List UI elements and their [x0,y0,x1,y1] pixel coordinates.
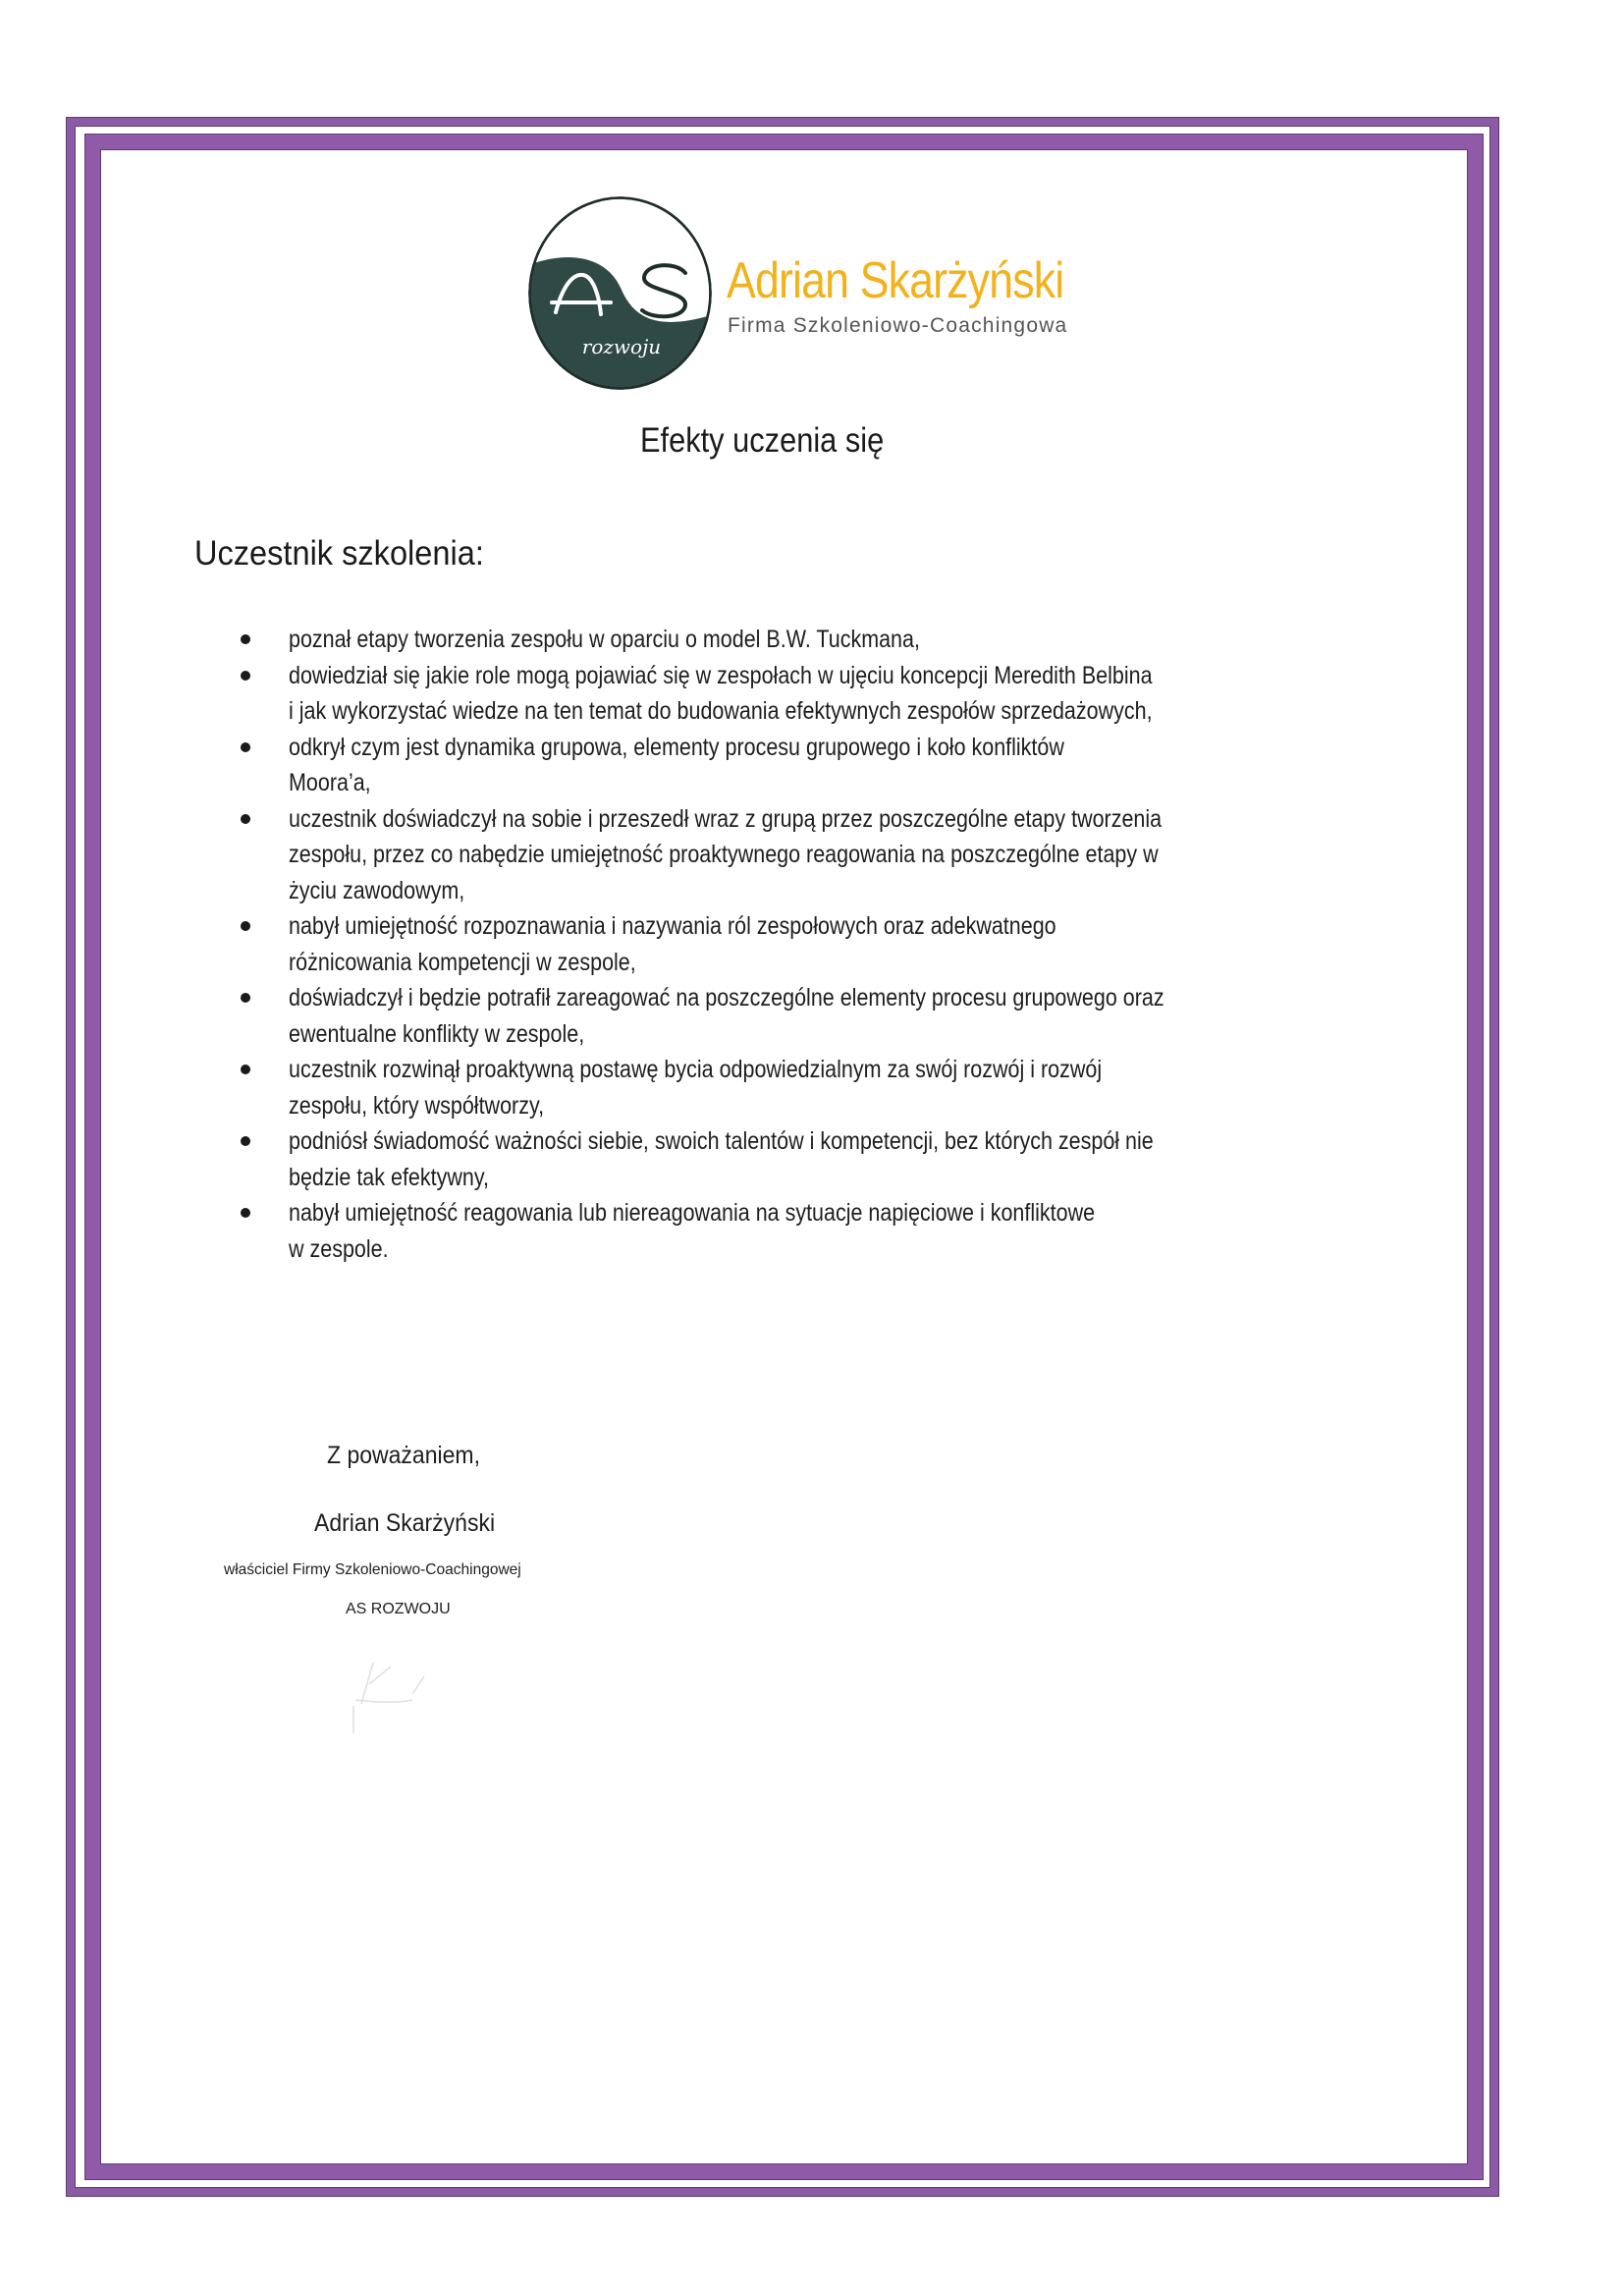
bullet-icon [241,921,250,931]
handwritten-signature [344,1655,452,1743]
bullet-icon [241,993,250,1003]
bullet-icon [241,1208,250,1218]
outcome-text-line: poznał etapy tworzenia zespołu w oparciu o model B.W. Tuckmana, [289,626,920,653]
learning-outcomes-list [245,622,1307,1267]
as-rozwoju-logo-emblem [528,196,712,390]
outcome-text-line: nabył umiejętność reagowania lub niereagowania na sytuacje napięciowe i konfliktowe [289,1199,1096,1227]
outcome-text-line: podniósł świadomość ważności siebie, swoich talentów i kompetencji, bez których zespół nie [289,1127,1154,1155]
outcome-text-line: uczestnik rozwinął proaktywną postawę bycia odpowiedzialnym za swój rozwój i rozwój [289,1056,1103,1083]
outcome-text-line: będzie tak efektywny, [289,1163,489,1191]
logo-company-name: Adrian Skarżyński [727,252,1064,309]
signatory-company: AS ROZWOJU [346,1601,451,1617]
outcome-item [245,980,1307,1052]
outcome-item [245,908,1307,980]
bullet-icon [241,814,250,824]
outcome-text-line: nabył umiejętność rozpoznawania i nazywania ról zespołowych oraz adekwatnego [289,912,1056,940]
logo-script-rozwoju: rozwoju [581,335,662,358]
outcome-item [245,801,1307,909]
signatory-role: właściciel Firmy Szkoleniowo-Coachingowej [224,1561,521,1578]
outcome-item [245,1195,1307,1267]
bullet-icon [241,742,250,752]
outcome-text-line: uczestnik doświadczył na sobie i przeszedł wraz z grupą przez poszczególne etapy tworzenia [289,804,1163,833]
outcome-item [245,658,1307,730]
outcome-text-line: zespołu, przez co nabędzie umiejętność proaktywnego reagowania na poszczególne etapy w [289,841,1159,868]
bullet-icon [241,634,250,644]
closing-greeting: Z poważaniem, [327,1442,480,1469]
section-heading: Uczestnik szkolenia: [194,534,484,573]
bullet-icon [241,1136,250,1146]
bullet-icon [241,671,250,681]
outcome-item [245,622,1307,658]
outcome-text-line: różnicowania kompetencji w zespole, [289,948,636,976]
outcome-text-line: zespołu, który współtworzy, [289,1091,545,1120]
outcome-item [245,1052,1307,1123]
document-title: Efekty uczenia się [640,421,885,460]
outcome-text-line: ewentualne konflikty w zespole, [289,1019,585,1048]
bullet-icon [241,1065,250,1074]
outcome-text-line: życiu zawodowym, [289,876,465,904]
outcome-text-line: doświadczył i będzie potrafił zareagować na poszczególne elementy procesu grupowego oraz [289,984,1164,1011]
outcome-text-line: w zespole. [289,1234,389,1263]
outcome-text-line: dowiedział się jakie role mogą pojawiać się w zespołach w ujęciu koncepcji Meredith Belbina [289,661,1153,689]
signatory-name: Adrian Skarżyński [314,1509,496,1537]
outcome-text-line: i jak wykorzystać wiedze na ten temat do budowania efektywnych zespołów sprzedażowych, [289,697,1153,725]
outcome-text-line: Moora’a, [289,769,371,796]
logo-tagline: Firma Szkoleniowo-Coachingowa [728,314,1068,337]
outcome-item [245,730,1307,801]
outcome-text-line: odkrył czym jest dynamika grupowa, elementy procesu grupowego i koło konfliktów [289,733,1064,761]
outcome-item [245,1123,1307,1195]
